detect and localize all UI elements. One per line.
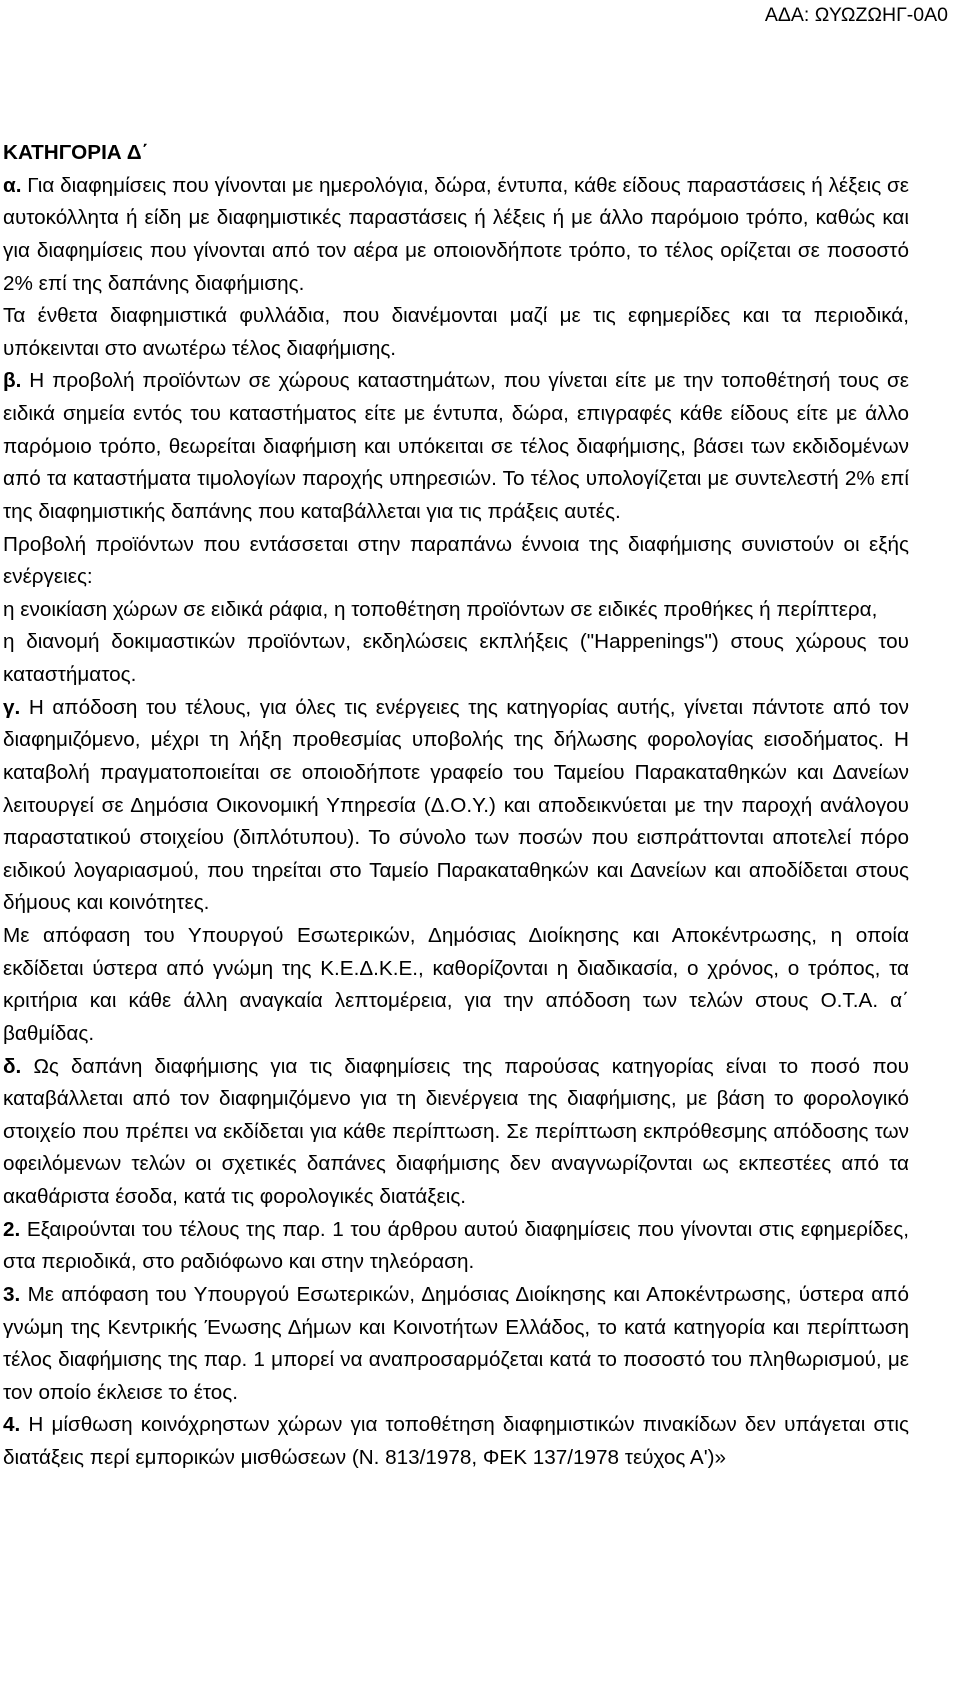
paragraph-text: Η προβολή προϊόντων σε χώρους καταστημάτων, που γίνεται είτε με την τοποθέτησή τους σε ειδικά σημεία εντός του καταστήματος είτε με έντυπα, δώρα, επιγραφές κάθε είδους είτε με άλλο παρόμοιο τρόπο, θεωρείται διαφήμιση και υπόκειται σε τέλος διαφήμισης, βάσει των εκδιδομένων από τα καταστήματα τιμολογίων παροχής υπηρεσιών. Το τέλος υπολογίζεται με συντελεστή 2% επί της διαφημιστικής δαπάνης που καταβάλλεται για τις πράξεις αυτές. xyxy=(3,369,909,523)
paragraph-inserts xyxy=(3,300,909,365)
paragraph-text: Με απόφαση του Υπουργού Εσωτερικών, Δημόσιας Διοίκησης και Αποκέντρωσης, η οποία εκδίδεται ύστερα από γνώμη της Κ.Ε.Δ.Κ.Ε., καθορίζονται η διαδικασία, ο χρόνος, ο τρόπος, τα κριτήρια και κάθε άλλη αναγκαία λεπτομέρεια, για την απόδοση των τελών στους Ο.Τ.Α. α΄ βαθμίδας. xyxy=(3,924,909,1045)
paragraph-text: Εξαιρούνται του τέλους της παρ. 1 του άρθρου αυτού διαφημίσεις που γίνονται στις εφημερίδες, στα περιοδικά, στο ραδιόφωνο και στην τηλεόραση. xyxy=(3,1217,909,1274)
document-body xyxy=(3,137,909,1475)
paragraph-shelf-rental xyxy=(3,594,909,627)
paragraph-text: Τα ένθετα διαφημιστικά φυλλάδια, που διανέμονται μαζί με τις εφημερίδες και τα περιοδικά, υπόκεινται στο ανωτέρω τέλος διαφήμισης. xyxy=(3,304,909,360)
paragraph-text: η ενοικίαση χώρων σε ειδικά ράφια, η τοποθέτηση προϊόντων σε ειδικές προθήκες ή περίπτερα, xyxy=(3,597,878,621)
paragraph-text: Η μίσθωση κοινόχρηστων χώρων για τοποθέτηση διαφημιστικών πινακίδων δεν υπάγεται στις διατάξεις περί εμπορικών μισθώσεων (Ν. 813/1978, ΦΕΚ 137/1978 τεύχος Α')» xyxy=(3,1413,909,1469)
paragraph-marker: 4. xyxy=(3,1413,21,1437)
paragraph-text: Με απόφαση του Υπουργού Εσωτερικών, Δημόσιας Διοίκησης και Αποκέντρωσης, ύστερα από γνώμη της Κεντρικής Ένωσης Δήμων και Κοινοτήτων Ελλάδος, το κατά κατηγορία και περίπτωση τέλος διαφήμισης της παρ. 1 μπορεί να αναπροσαρμόζεται κατά το ποσοστό του πληθωρισμού, με τον οποίο έκλεισε το έτος. xyxy=(3,1282,909,1404)
paragraph-product-promotion xyxy=(3,529,909,594)
paragraph-text: Προβολή προϊόντων που εντάσσεται στην παραπάνω έννοια της διαφήμισης συνιστούν οι εξής ενέργειες: xyxy=(3,532,909,589)
paragraph-marker: 3. xyxy=(3,1282,21,1306)
paragraph-a xyxy=(3,170,909,301)
paragraph-4 xyxy=(3,1409,909,1474)
paragraph-3 xyxy=(3,1279,909,1410)
paragraph-b xyxy=(3,365,909,528)
paragraph-text: Ως δαπάνη διαφήμισης για τις διαφημίσεις της παρούσας κατηγορίας είναι το ποσό που καταβάλλεται από τον διαφημιζόμενο για τη διενέργεια της διαφήμισης, με βάση το φορολογικό στοιχείο που πρέπει να εκδίδεται για κάθε περίπτωση. Σε περίπτωση εκπρόθεσμης απόδοσης των οφειλόμενων τελών οι σχετικές δαπάνες διαφήμισης δεν αναγνωρίζονται ως εκπεστέες από τα ακαθάριστα έσοδα, κατά τις φορολογικές διατάξεις. xyxy=(3,1054,909,1208)
paragraph-marker: 2. xyxy=(3,1217,21,1241)
paragraph-marker: α. xyxy=(3,173,22,197)
paragraph-ministerial-decision xyxy=(3,920,909,1051)
paragraph-2 xyxy=(3,1214,909,1279)
paragraph-d xyxy=(3,1051,909,1214)
paragraph-marker: γ. xyxy=(3,695,21,719)
paragraph-c xyxy=(3,692,909,920)
ada-code: ΑΔΑ: ΩΥΩΖΩΗΓ-0Α0 xyxy=(764,4,948,26)
paragraph-marker: β. xyxy=(3,369,22,393)
category-heading: ΚΑΤΗΓΟΡΙΑ Δ΄ xyxy=(3,141,149,164)
paragraph-text: Η απόδοση του τέλους, για όλες τις ενέργειες της κατηγορίας αυτής, γίνεται πάντοτε από τον διαφημιζόμενο, μέχρι τη λήξη προθεσμίας υποβολής της δήλωσης φορολογίας εισοδήματος. Η καταβολή πραγματοποιείται σε οποιοδήποτε γραφείο του Ταμείου Παρακαταθηκών και Δανείων λειτουργεί σε Δημόσια Οικονομική Υπηρεσία (Δ.Ο.Υ.) και αποδεικνύεται με την παροχή ανάλογου παραστατικού στοιχείου (διπλότυπου). Το σύνολο των ποσών που εισπράττονται αποτελεί πόρο ειδικού λογαριασμού, που τηρείται στο Ταμείο Παρακαταθηκών και Δανείων και αποδίδεται στους δήμους και κοινότητες. xyxy=(3,695,909,915)
paragraph-marker: δ. xyxy=(3,1054,22,1078)
paragraph-sample-distribution xyxy=(3,626,909,691)
paragraph-text: Για διαφημίσεις που γίνονται με ημερολόγια, δώρα, έντυπα, κάθε είδους παραστάσεις ή λέξεις σε αυτοκόλλητα ή είδη με διαφημιστικές παραστάσεις ή λέξεις ή με άλλο παρόμοιο τρόπο, καθώς και για διαφημίσεις που γίνονται από τον αέρα με οποιονδήποτε τρόπο, το τέλος ορίζεται σε ποσοστό 2% επί της δαπάνης διαφήμισης. xyxy=(3,173,909,295)
paragraph-text: η διανομή δοκιμαστικών προϊόντων, εκδηλώσεις εκπλήξεις ("Happenings") στους χώρους του καταστήματος. xyxy=(3,630,909,686)
